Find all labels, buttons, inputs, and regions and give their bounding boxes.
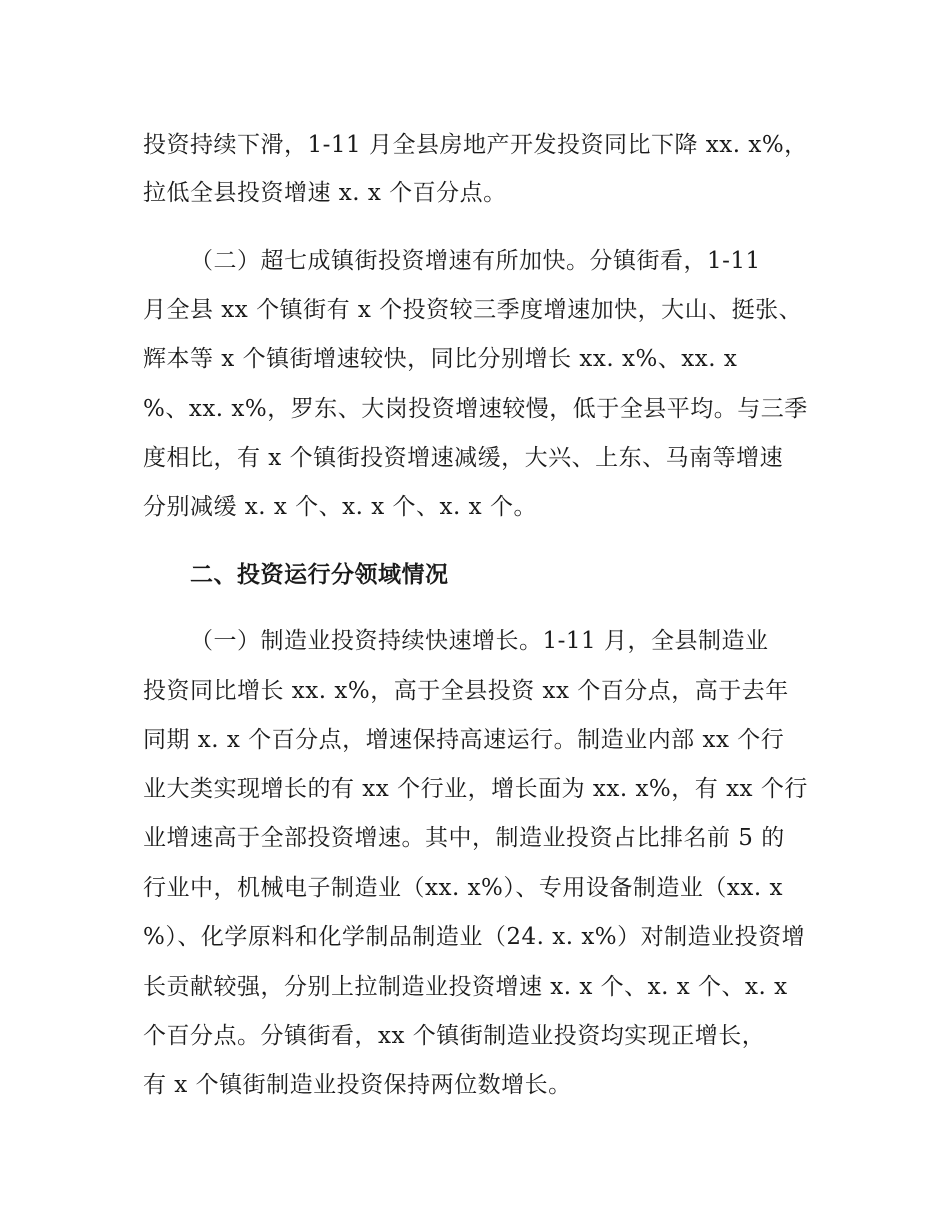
paragraph-line: 月全县 xx 个镇街有 x 个投资较三季度增速加快，大山、挺张、 xyxy=(143,297,803,323)
paragraph-line: 拉低全县投资增速 x. x 个百分点。 xyxy=(143,180,507,206)
paragraph-line: %）、化学原料和化学制品制造业（24. x. x%）对制造业投资增 xyxy=(143,924,806,950)
paragraph-line: 度相比，有 x 个镇街投资增速减缓，大兴、上东、马南等增速 xyxy=(143,445,784,471)
paragraph-line: 行业中，机械电子制造业（xx. x%）、专用设备制造业（xx. x xyxy=(143,875,783,901)
paragraph-line: 辉本等 x 个镇街增速较快，同比分别增长 xx. x%、xx. x xyxy=(143,346,738,372)
section-heading: 二、投资运行分领域情况 xyxy=(190,562,449,588)
paragraph-line: （二）超七成镇街投资增速有所加快。分镇街看，1-11 xyxy=(190,248,761,274)
paragraph-line: 有 x 个镇街制造业投资保持两位数增长。 xyxy=(143,1072,572,1098)
paragraph-line: （一）制造业投资持续快速增长。1-11 月，全县制造业 xyxy=(190,628,769,654)
paragraph-line: 业增速高于全部投资增速。其中，制造业投资占比排名前 5 的 xyxy=(143,825,785,851)
paragraph-line: 投资持续下滑，1-11 月全县房地产开发投资同比下降 xx. x%， xyxy=(143,132,808,158)
paragraph-line: 个百分点。分镇街看，xx 个镇街制造业投资均实现正增长， xyxy=(143,1023,766,1049)
paragraph-line: 业大类实现增长的有 xx 个行业，增长面为 xx. x%，有 xx 个行 xyxy=(143,776,808,802)
paragraph-line: 投资同比增长 xx. x%，高于全县投资 xx 个百分点，高于去年 xyxy=(143,678,789,704)
paragraph-line: 同期 x. x 个百分点，增速保持高速运行。制造业内部 xx 个行 xyxy=(143,727,785,753)
paragraph-line: 长贡献较强，分别上拉制造业投资增速 x. x 个、x. x 个、x. x xyxy=(143,974,788,1000)
paragraph-line: 分别减缓 x. x 个、x. x 个、x. x 个。 xyxy=(143,494,537,520)
paragraph-line: %、xx. x%，罗东、大岗投资增速较慢，低于全县平均。与三季 xyxy=(143,396,808,422)
